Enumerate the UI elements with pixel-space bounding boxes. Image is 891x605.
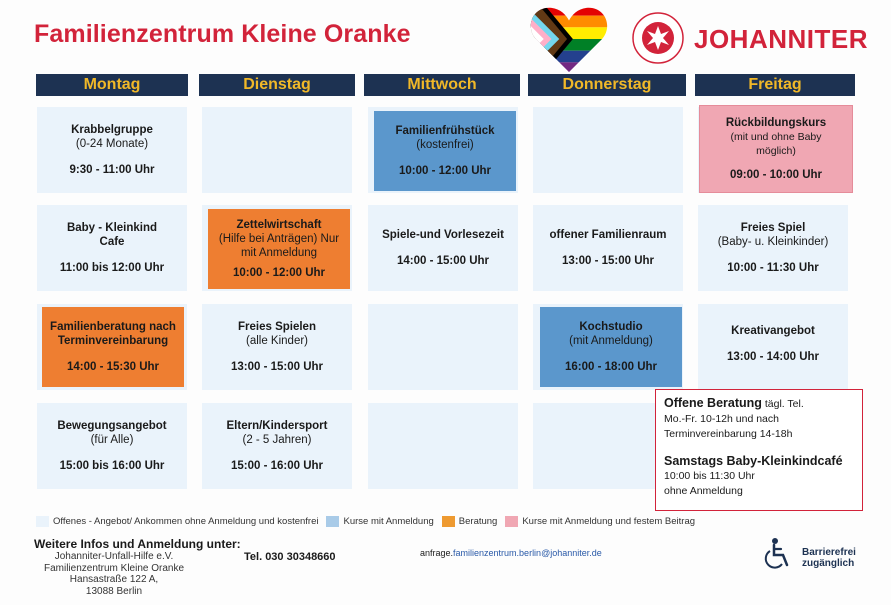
brand-name: JOHANNITER — [694, 24, 869, 54]
event-subtitle: (für Alle) — [90, 434, 134, 446]
event-title: Freies Spiel — [740, 222, 806, 234]
legend-item — [505, 516, 695, 527]
callout-text: 10:00 bis 11:30 Uhr — [664, 470, 755, 482]
legend-label: Offenes - Angebot/ Ankommen ohne Anmeldung und kostenfrei — [53, 516, 319, 527]
legend-swatch — [505, 516, 518, 527]
event-subtitle: (kostenfrei) — [416, 139, 474, 151]
day-header-mittwoch: Mittwoch — [364, 74, 520, 96]
event-time: 14:00 - 15:30 Uhr — [66, 361, 160, 373]
legend-swatch — [442, 516, 455, 527]
accessibility-label — [802, 547, 856, 569]
email-domain: familienzentrum.berlin@johanniter.de — [453, 548, 602, 558]
event-time: 10:00 - 12:00 Uhr — [232, 267, 326, 279]
grid-cell — [533, 107, 683, 193]
page-title: Familienzentrum Kleine Oranke — [34, 20, 411, 48]
event-time: 13:00 - 15:00 Uhr — [230, 361, 324, 373]
event-freies-spielen — [202, 304, 352, 390]
event-subtitle: (alle Kinder) — [246, 335, 308, 347]
email-link[interactable] — [420, 548, 602, 558]
event-time: 13:00 - 14:00 Uhr — [726, 351, 820, 363]
legend-item — [326, 516, 433, 527]
event-kreativangebot — [698, 304, 848, 384]
callout-heading: Offene Beratung — [664, 396, 762, 410]
progress-pride-heart-icon — [530, 4, 608, 74]
grid-cell — [368, 403, 518, 489]
legend — [36, 516, 703, 527]
event-subtitle: (mit und ohne Baby möglich) — [730, 131, 822, 157]
event-spiele-vorlesezeit — [368, 205, 518, 291]
event-time: 10:00 - 11:30 Uhr — [727, 262, 819, 274]
legend-label: Beratung — [458, 516, 498, 527]
email-prefix: anfrage. — [420, 548, 454, 558]
legend-label: Kurse mit Anmeldung — [343, 516, 434, 527]
footer-heading: Weitere Infos und Anmeldung unter: — [34, 537, 241, 551]
callout-text: Terminvereinbarung 14-18h — [664, 428, 793, 440]
day-header-donnerstag: Donnerstag — [528, 74, 686, 96]
event-time: 9:30 - 11:00 Uhr — [69, 164, 155, 176]
event-zettelwirtschaft — [208, 209, 350, 289]
grid-cell — [202, 107, 352, 193]
event-time: 13:00 - 15:00 Uhr — [561, 255, 655, 267]
wheelchair-icon — [760, 537, 794, 571]
event-eltern-kindersport — [202, 403, 352, 489]
event-title: Freies Spielen — [238, 321, 316, 333]
event-subtitle: (2 - 5 Jahren) — [242, 434, 312, 446]
johanniter-seal-icon — [632, 12, 684, 64]
event-subtitle: (Hilfe bei Anträgen) Nur mit Anmeldung — [218, 233, 340, 259]
event-rueckbildungskurs — [699, 105, 853, 193]
legend-item — [442, 516, 498, 527]
callout-heading: Samstags Baby-Kleinkindcafé — [664, 454, 843, 468]
event-title: Spiele-und Vorlesezeit — [382, 229, 504, 241]
event-time: 15:00 - 16:00 Uhr — [230, 460, 324, 472]
event-time: 15:00 bis 16:00 Uhr — [59, 460, 165, 472]
event-title: Familienfrühstück — [395, 125, 495, 137]
day-header-freitag: Freitag — [695, 74, 855, 96]
event-title: Bewegungsangebot — [57, 420, 167, 432]
event-title: Familienberatung nach Terminvereinbarung — [50, 321, 176, 347]
day-header-dienstag: Dienstag — [199, 74, 355, 96]
legend-swatch — [36, 516, 49, 527]
grid-cell — [368, 304, 518, 390]
event-time: 14:00 - 15:00 Uhr — [396, 255, 490, 267]
day-header-montag: Montag — [36, 74, 188, 96]
event-title: Kreativangebot — [731, 325, 815, 337]
event-title: Rückbildungskurs — [725, 117, 827, 129]
event-familienfruehstueck — [374, 111, 516, 191]
legend-item — [36, 516, 318, 527]
event-time: 09:00 - 10:00 Uhr — [729, 169, 823, 181]
event-title: Krabbelgruppe — [71, 124, 153, 136]
event-title: Baby - Kleinkind Cafe — [66, 222, 158, 248]
event-familienberatung — [42, 307, 184, 387]
legend-label: Kurse mit Anmeldung und festem Beitrag — [522, 516, 696, 527]
legend-swatch — [326, 516, 339, 527]
event-time: 16:00 - 18:00 Uhr — [564, 361, 658, 373]
event-krabbelgruppe — [37, 107, 187, 193]
event-subtitle: (0-24 Monate) — [75, 138, 149, 150]
address-line: Johanniter-Unfall-Hilfe e.V. — [54, 551, 174, 562]
event-time: 11:00 bis 12:00 Uhr — [59, 262, 165, 274]
address-line: 13088 Berlin — [85, 585, 143, 597]
address-line: Familienzentrum Kleine Oranke — [43, 562, 185, 574]
accessibility-line: zugänglich — [802, 558, 855, 569]
callout-text: Mo.-Fr. 10-12h und nach — [664, 413, 779, 425]
info-callout — [655, 389, 863, 511]
address — [34, 551, 194, 597]
event-kochstudio — [540, 307, 682, 387]
callout-text: tägl. Tel. — [764, 398, 804, 410]
event-title: Kochstudio — [579, 321, 643, 333]
event-subtitle: (mit Anmeldung) — [569, 335, 653, 347]
event-title: Zettelwirtschaft — [236, 219, 322, 231]
callout-text: ohne Anmeldung — [664, 485, 743, 497]
event-freies-spiel — [698, 205, 848, 291]
event-title: Eltern/Kindersport — [226, 420, 328, 432]
phone-number: Tel. 030 30348660 — [244, 551, 336, 563]
event-baby-kleinkind-cafe — [37, 205, 187, 291]
event-offener-familienraum — [533, 205, 683, 291]
event-subtitle: (Baby- u. Kleinkinder) — [717, 236, 829, 248]
event-title: offener Familienraum — [549, 229, 667, 241]
event-time: 10:00 - 12:00 Uhr — [398, 165, 492, 177]
event-bewegungsangebot — [37, 403, 187, 489]
accessibility-line: Barrierefrei — [802, 547, 856, 558]
address-line: Hansastraße 122 A, — [69, 574, 159, 585]
